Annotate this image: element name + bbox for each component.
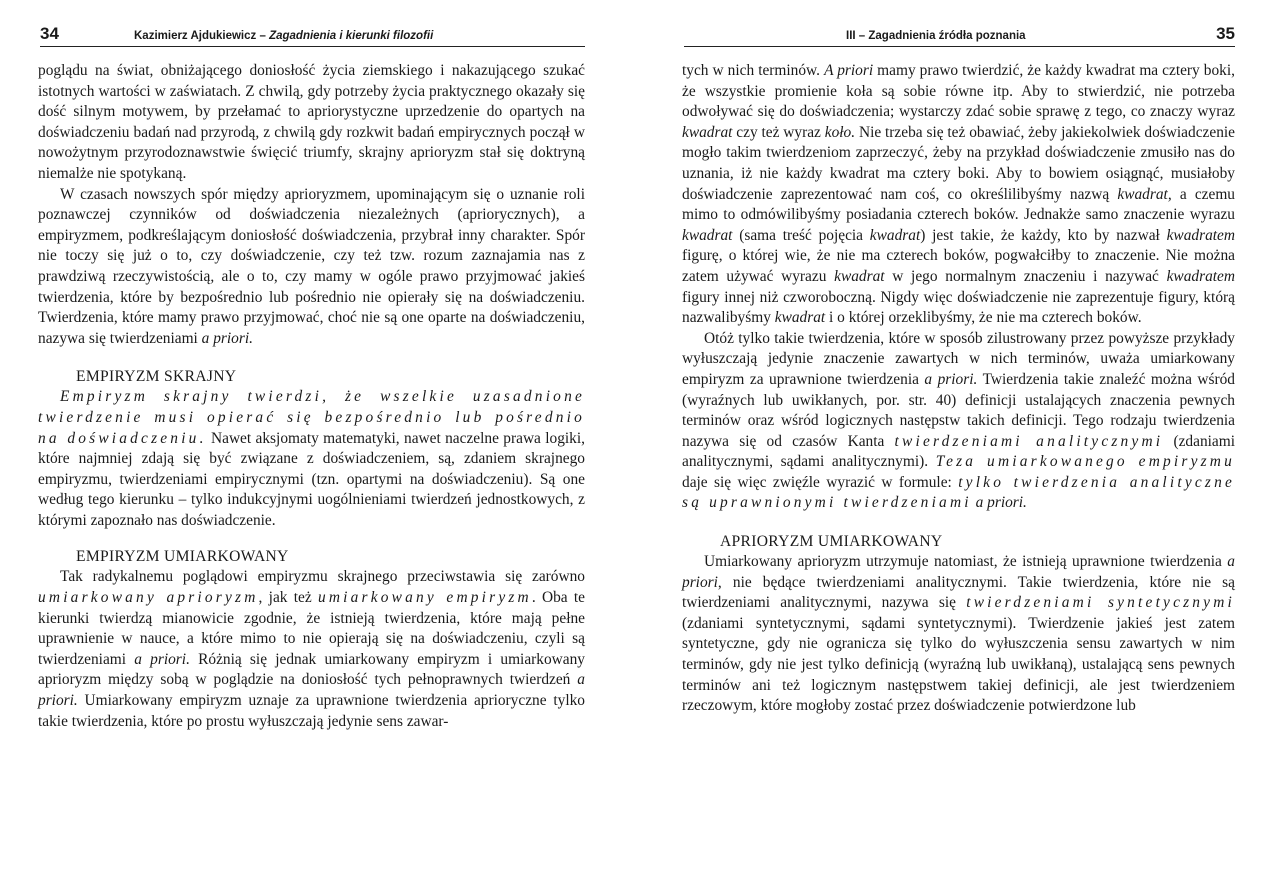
paragraph: Tak radykalnemu poglądowi empiryzmu skrajnego przeciwstawia się zarówno umiarkowany aprioryzm, jak też umiarkowany empiryzm. Oba te kierunki twierdzą mianowicie zgodnie, że istnieją twierdzenia, które mają pełne uprawnienie w nauce, a które mimo to nie opierają się na doświadczeniu, czyli są twierdzeniami a priori. Różnią się jednak umiarkowany empiryzm i umiarkowany aprioryzm między sobą w poglądzie na doniosłość tych pełnoprawnych twierdzeń a priori. Umiarkowany empiryzm uznaje za uprawnione twierdzenia aprioryczne tylko takie twierdzenia, które po prostu wyłuszczają jedynie sens zawar- <box>38 568 585 730</box>
left-page-number: 34 <box>40 24 59 43</box>
running-head-author: Kazimierz Ajdukiewicz – <box>134 30 270 42</box>
paragraph: Otóż tylko takie twierdzenia, które w sposób zilustrowany przez powyższe przykłady wyłuszczają jedynie znaczenie zawartych w nich terminów, uważa umiarkowany empiryzm za uprawnione twierdzenia a priori. Twierdzenia takie znaleźć można wśród (wyraźnych lub uwikłanych, por. str. 40) definicji ustalających znaczenia pewnych terminów oraz wśród logicznych następstw takich definicji. Tego rodzaju twierdzenia nazywa się od czasów Kanta twierdzeniami analitycznymi (zdaniami analitycznymi, sądami analitycznymi). Teza umiarkowanego empiryzmu daje się więc zwięźle wyrazić w formule: tylko twierdzenia analityczne są uprawnionymi twierdzeniami a priori. <box>682 329 1236 512</box>
paragraph: poglądu na świat, obniżającego doniosłość życia ziemskiego i nakazującego szukać istotnych wartości w zaświatach. Z chwilą, gdy potrzeby życia praktycznego okazały się dość silnym motywem, by przełamać to apriorystyczne uprzedzenie do opartych na doświadczeniu badań nad przyrodą, z chwilą gdy rozkwit badań empirycznych począł w nowożytnym przyrodoznawstwie święcić triumfy, skrajny aprioryzm stał się doktryną niemalże nie spotykaną. <box>38 62 585 182</box>
paragraph: Empiryzm skrajny twierdzi, że wszelkie uzasadnione twierdzenie musi opierać się bezpośrednio lub pośrednio na doświadczeniu. Nawet aksjomaty matematyki, nawet naczelne prawa logiki, które najmniej zdają się być związane z doświadczeniem, są, zdaniem skrajnego empiryzmu, twierdzeniami empirycznymi (tzn. opartymi na doświadczeniu). Są one według tego kierunku – tylko indukcyjnymi uogólnieniami twierdzeń jednostkowych, z którymi zapoznało nas doświadczenie. <box>38 388 586 529</box>
left-running-header <box>40 22 585 47</box>
right-page <box>632 0 1263 893</box>
running-head-title: Zagadnienia i kierunki filozofii <box>269 30 434 42</box>
right-running-header <box>684 22 1235 47</box>
left-running-head <box>134 30 433 42</box>
right-page-number: 35 <box>1216 24 1235 43</box>
section-heading: APRIORYZM UMIARKOWANY <box>720 533 943 551</box>
spaced-emphasis: Empiryzm skrajny twierdzi, że wszelkie uzasadnione twierdzenie musi opierać się bezpośrednio lub pośrednio na doświadczeniu. <box>38 388 585 447</box>
section-heading: EMPIRYZM SKRAJNY <box>76 368 237 386</box>
paragraph: W czasach nowszych spór między aprioryzmem, upominającym się o uznanie roli poznawczej czynników od doświadczenia niezależnych (apriorycznych), a empiryzmem, podkreślającym doniosłość doświadczenia, przybrał inny charakter. Spór nie toczy się już o to, czy doświadczenie, czy też tzw. rozum zaznajamia nas z prawdziwą rzeczywistością, ale o to, czy mamy w ogóle prawo przyjmować jakieś twierdzenia, które by bezpośrednio lub pośrednio nie opierały się na doświadczeniu. Twierdzenia, które mamy prawo przyjmować, choć nie są one oparte na doświadczeniu, nazywa się twierdzeniami a priori. <box>38 185 585 347</box>
right-running-head: III – Zagadnienia źródła poznania <box>846 30 1026 42</box>
left-page-body <box>38 61 585 732</box>
section-heading: EMPIRYZM UMIARKOWANY <box>76 548 289 566</box>
right-page-body <box>682 61 1235 717</box>
paragraph: tych w nich terminów. A priori mamy prawo twierdzić, że każdy kwadrat ma cztery boki, że wszystkie promienie koła są sobie równe itp. Aby to stwierdzić, nie potrzeba odwoływać się do doświadczenia; wystarczy zdać sobie sprawę z tego, co znaczy wyraz kwadrat czy też wyraz koło. Nie trzeba się też obawiać, żeby jakiekolwiek doświadczenie mogło takim twierdzeniom zaprzeczyć, żeby na przykład doświadczenie zmusiło nas do uznania, iż nie każdy kwadrat ma cztery boki. Aby to bowiem osiągnąć, musiałoby doświadczenie zaprezentować nam coś, co określilibyśmy nazwą kwadrat, a czemu mimo to odmówilibyśmy posiadania czterech boków. Jednakże samo znaczenie wyrazu kwadrat (sama treść pojęcia kwadrat) jest takie, że każdy, kto by nazwał kwadratem figurę, o której wie, że nie ma czterech boków, pogwałciłby to znaczenie. Nie można zatem używać wyrazu kwadrat w jego normalnym znaczeniu i nazywać kwadratem figury innej niż czworoboczną. Nigdy więc doświadczenie nie zaprezentuje figury, którą nazwalibyśmy kwadrat i o której orzeklibyśmy, że nie ma czterech boków. <box>682 62 1236 327</box>
paragraph: Umiarkowany aprioryzm utrzymuje natomiast, że istnieją uprawnione twierdzenia a priori, nie będące twierdzeniami analitycznymi. Takie twierdzenia, które nie są twierdzeniami analitycznymi, nazywa się twierdzeniami syntetycznymi (zdaniami syntetycznymi, sądami syntetycznymi). Twierdzenie jakieś jest zatem syntetyczne, gdy nie ogranicza się tylko do wyłuszczenia sensu zawartych w nim terminów, gdy nie jest tylko definicją (wyraźną lub uwikłaną), ustalającą sens pewnych terminów ani też logicznym następstwem takiej definicji, ale jest twierdzeniem rzeczowym, które mogłoby zostać przez doświadczenie potwierdzone lub <box>682 553 1236 715</box>
